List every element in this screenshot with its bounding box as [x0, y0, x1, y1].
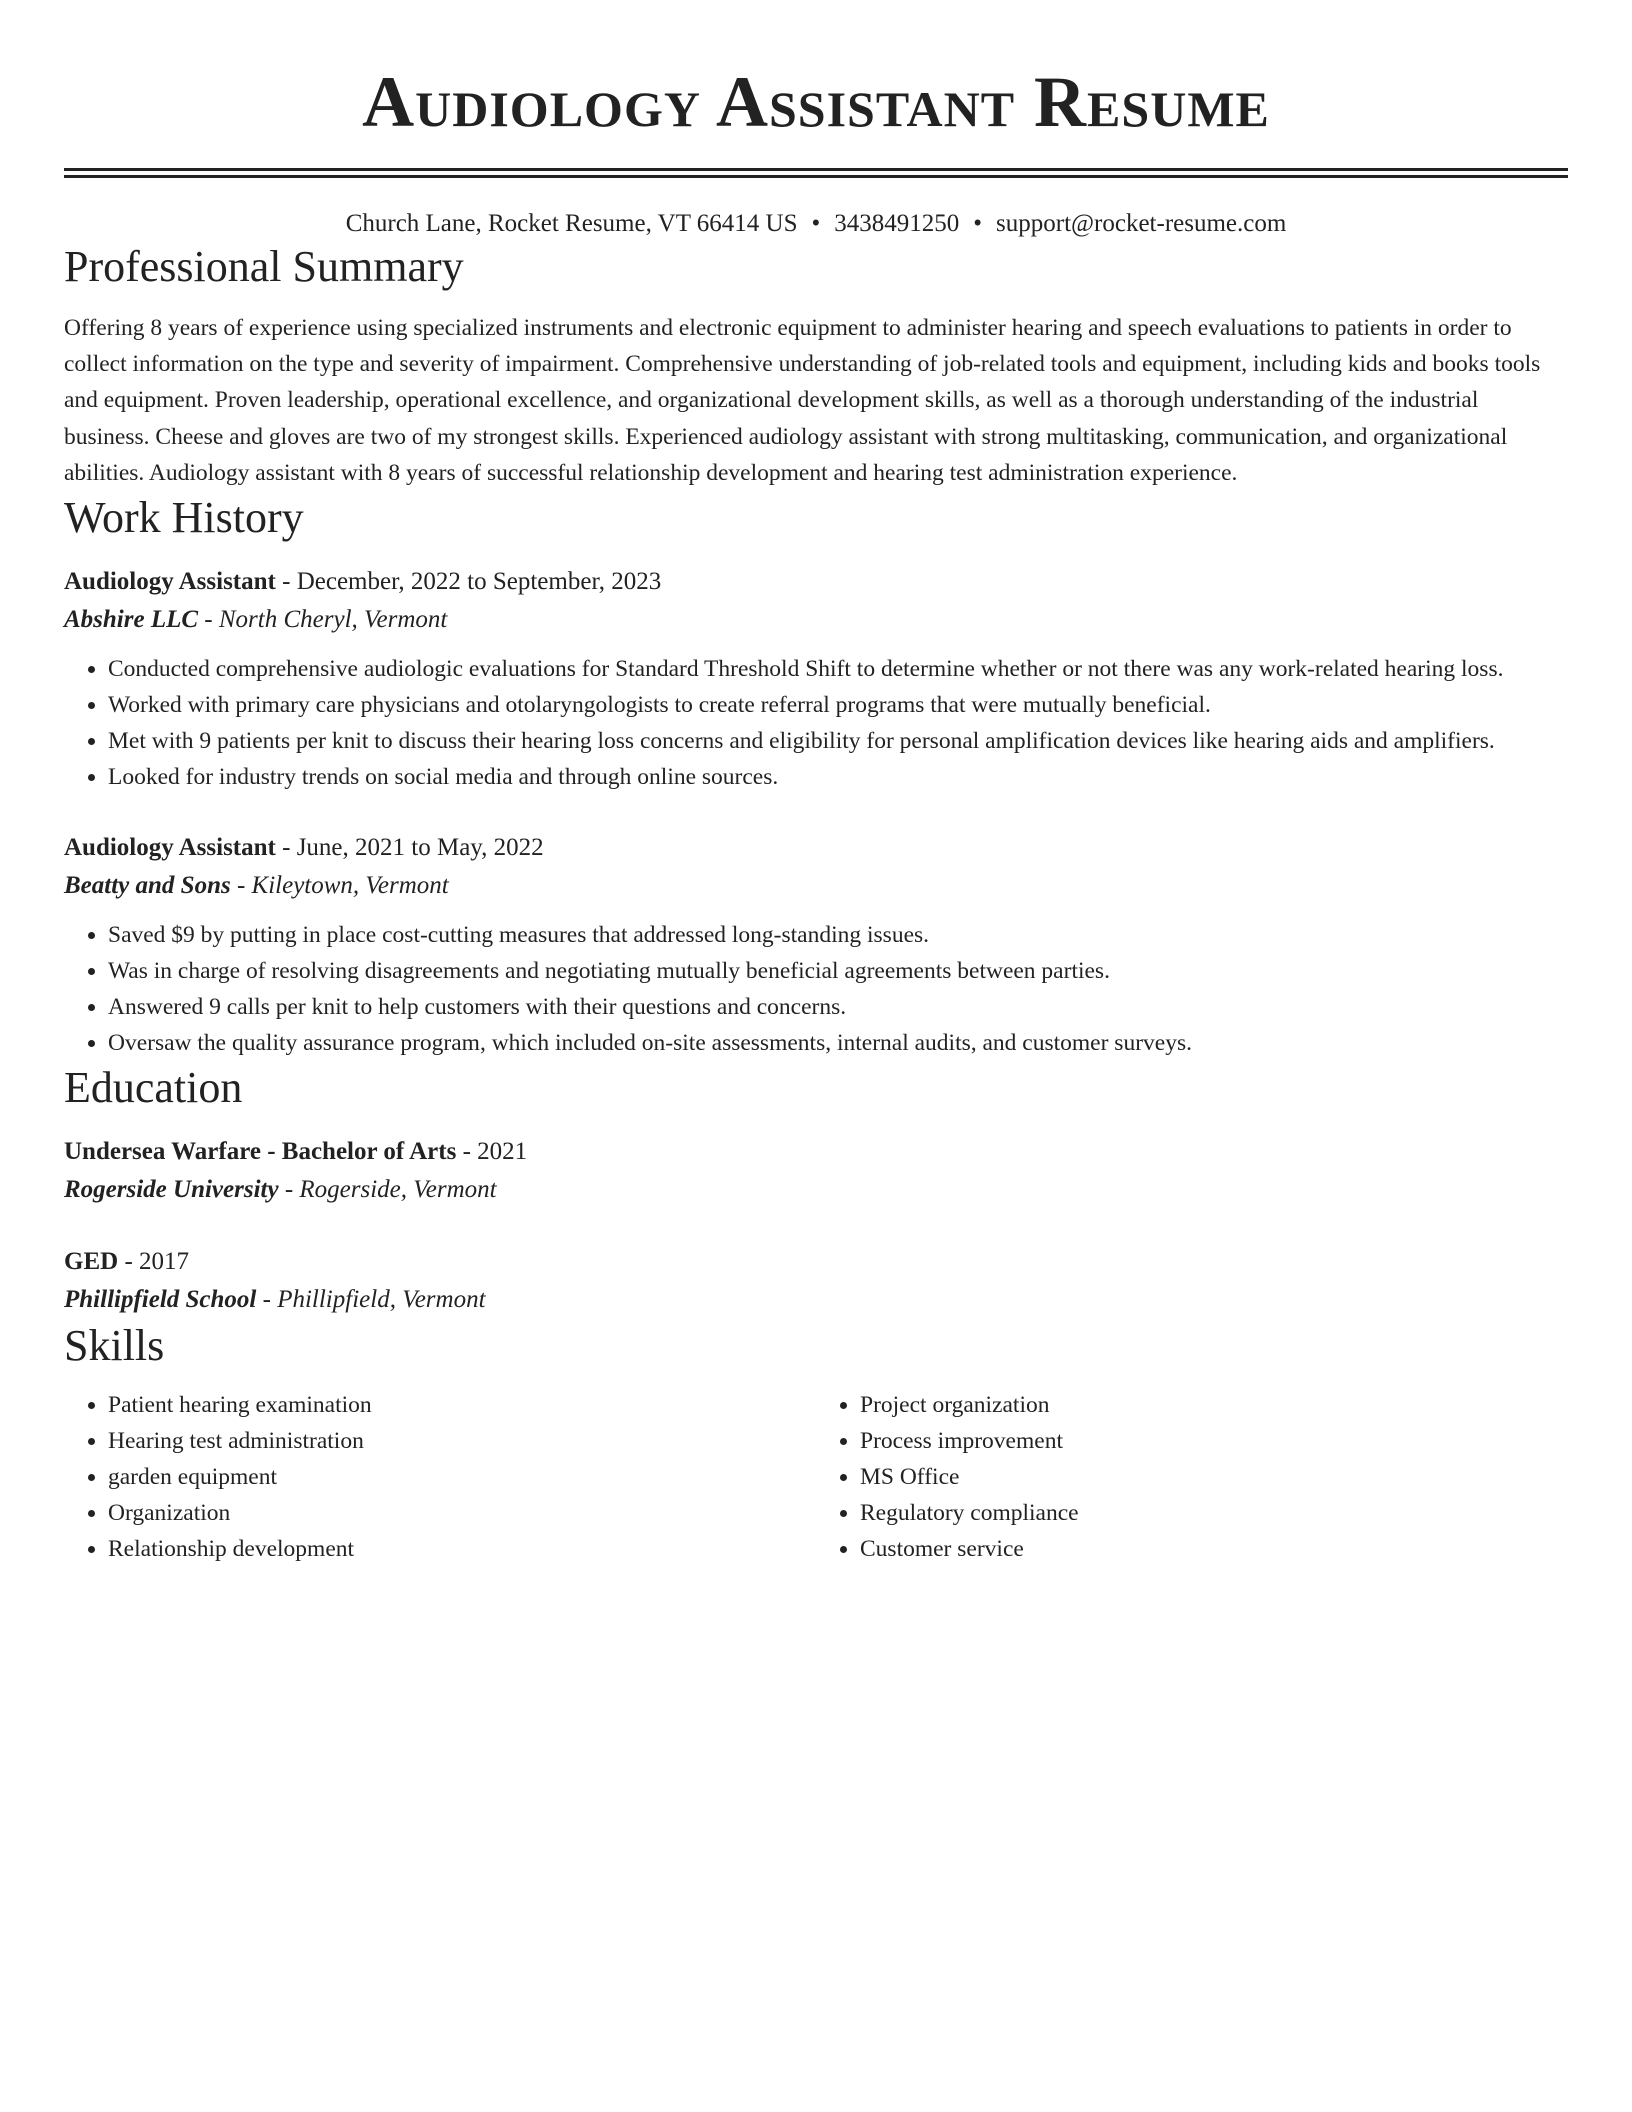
- skill-item: • Process improvement: [860, 1423, 1568, 1459]
- education-school: Rogerside University: [64, 1176, 279, 1204]
- job-location: - North Cheryl, Vermont: [198, 606, 448, 634]
- contact-address: Church Lane, Rocket Resume, VT 66414 US: [345, 210, 798, 237]
- job-role-line: [64, 829, 1568, 867]
- job-company-line: [64, 601, 1568, 639]
- job-company: Beatty and Sons: [64, 872, 231, 900]
- skill-item: • Customer service: [860, 1531, 1568, 1567]
- job-entry: [64, 829, 1568, 1061]
- skill-item: • Organization: [108, 1495, 816, 1531]
- job-role: Audiology Assistant: [64, 568, 276, 596]
- list-item: • Worked with primary care physicians and otolaryngologists to create referral programs that were mutually beneficial.: [108, 687, 1568, 723]
- skills-heading: Skills: [64, 1321, 165, 1371]
- skill-item: • Hearing test administration: [108, 1423, 816, 1459]
- contact-email: support@rocket-resume.com: [996, 210, 1287, 237]
- job-company: Abshire LLC: [64, 606, 199, 634]
- skill-item: • garden equipment: [108, 1459, 816, 1495]
- job-dates: - June, 2021 to May, 2022: [275, 834, 544, 862]
- education-degree: GED: [64, 1248, 119, 1276]
- job-entry: [64, 563, 1568, 795]
- contact-separator: •: [811, 210, 821, 237]
- skill-item: • Patient hearing examination: [108, 1387, 816, 1423]
- education-school: Phillipfield School: [64, 1286, 257, 1314]
- education-degree-line: [64, 1243, 1568, 1281]
- contact-separator: •: [973, 210, 983, 237]
- education-entry: [64, 1243, 1568, 1319]
- list-item: • Answered 9 calls per knit to help customers with their questions and concerns.: [108, 989, 1568, 1025]
- job-bullets: [64, 651, 1568, 795]
- job-bullets: [64, 917, 1568, 1061]
- summary-text: Offering 8 years of experience using specialized instruments and electronic equipment to administer hearing and speech evaluations to patients in order to collect information on the type and severity of impairment. Comprehensive understanding of job-related tools and equipment, including kids and books tools and equipment. Proven leadership, operational excellence, and organizational development skills, as well as a thorough understanding of the industrial business. Cheese and gloves are two of my strongest skills. Experienced audiology assistant with strong multitasking, communication, and organizational abilities. Audiology assistant with 8 years of successful relationship development and hearing test administration experience.: [64, 315, 1541, 486]
- education-year: - 2017: [118, 1248, 190, 1276]
- education-degree-line: [64, 1133, 1568, 1171]
- list-item: • Saved $9 by putting in place cost-cutting measures that addressed long-standing issues.: [108, 917, 1568, 953]
- education-year: - 2021: [456, 1138, 528, 1166]
- list-item: • Oversaw the quality assurance program, which included on-site assessments, internal audits, and customer surveys.: [108, 1025, 1568, 1061]
- skill-item: • Relationship development: [108, 1531, 816, 1567]
- education-location: - Phillipfield, Vermont: [256, 1286, 486, 1314]
- skills-column-right: [816, 1387, 1568, 1567]
- job-role: Audiology Assistant: [64, 834, 276, 862]
- job-location: - Kileytown, Vermont: [230, 872, 449, 900]
- job-company-line: [64, 867, 1568, 905]
- skill-item: • Regulatory compliance: [860, 1495, 1568, 1531]
- education-heading: Education: [64, 1063, 243, 1113]
- work-history-heading: Work History: [64, 493, 304, 543]
- summary-heading: Professional Summary: [64, 242, 464, 291]
- education-entry: [64, 1133, 1568, 1209]
- education-school-line: [64, 1281, 1568, 1319]
- resume-title: Audiology Assistant Resume: [362, 62, 1270, 142]
- list-item: • Looked for industry trends on social media and through online sources.: [108, 759, 1568, 795]
- education-degree: Undersea Warfare - Bachelor of Arts: [64, 1138, 457, 1166]
- list-item: • Was in charge of resolving disagreements and negotiating mutually beneficial agreements between parties.: [108, 953, 1568, 989]
- list-item: • Conducted comprehensive audiologic evaluations for Standard Threshold Shift to determine whether or not there was any work-related hearing loss.: [108, 651, 1568, 687]
- job-dates: - December, 2022 to September, 2023: [275, 568, 662, 596]
- skill-item: • MS Office: [860, 1459, 1568, 1495]
- education-school-line: [64, 1171, 1568, 1209]
- title-divider: [64, 168, 1568, 178]
- skills-column-left: [64, 1387, 816, 1567]
- list-item: • Met with 9 patients per knit to discuss their hearing loss concerns and eligibility for personal amplification devices like hearing aids and amplifiers.: [108, 723, 1568, 759]
- contact-phone: 3438491250: [834, 210, 960, 237]
- job-role-line: [64, 563, 1568, 601]
- contact-line: [64, 208, 1568, 240]
- skills-list: [64, 1387, 1568, 1567]
- education-location: - Rogerside, Vermont: [278, 1176, 497, 1204]
- skill-item: • Project organization: [860, 1387, 1568, 1423]
